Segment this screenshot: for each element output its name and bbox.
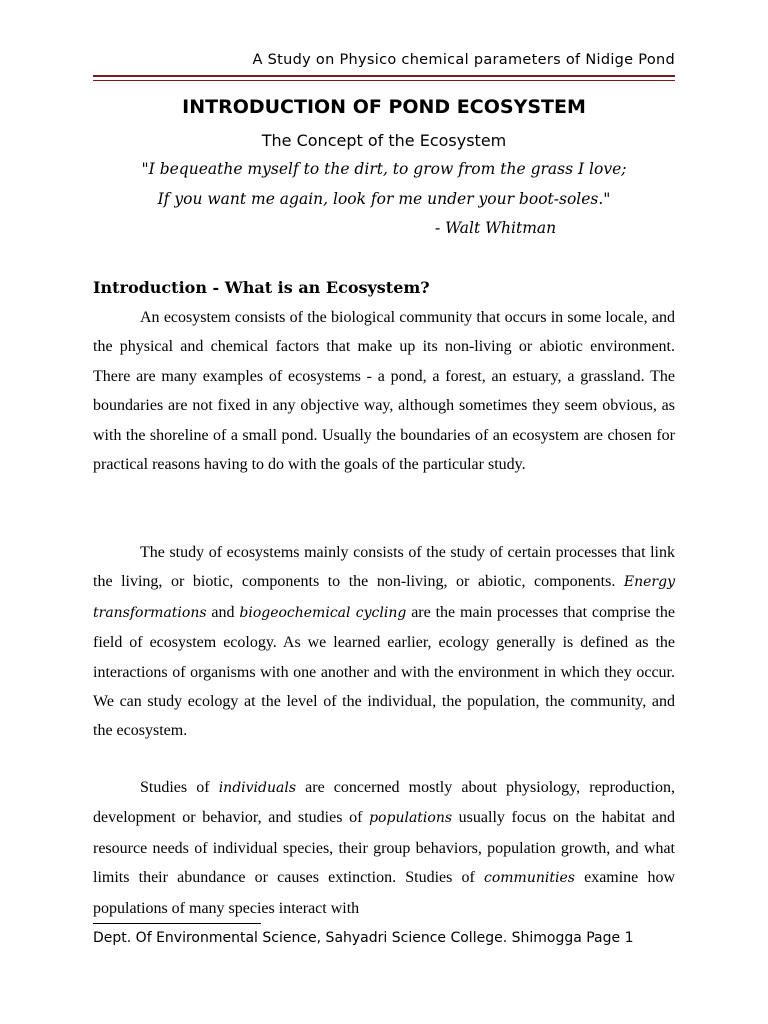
paragraph-3-text: examine how populations of many species interact with: [93, 869, 675, 917]
paragraph-3: [93, 773, 675, 923]
emphasis-individuals: individuals: [218, 780, 297, 796]
paragraph-3-text: usually focus on the habitat and resource needs of individual species, their group behaviors, population growth, and what limits their abundance or causes extinction. Studies of: [93, 809, 676, 887]
page-footer: Dept. Of Environmental Science, Sahyadri Science College. Shimogga Page 1: [93, 930, 634, 946]
paragraph-1: An ecosystem consists of the biological community that occurs in some locale, and the physical and chemical factors that make up its non-living or abiotic environment. There are many examples of ecosystems - a pond, a forest, an estuary, a grassland. The boundaries are not fixed in any objective way, although sometimes they seem obvious, as with the shoreline of a small pond. Usually the boundaries of an ecosystem are chosen for practical reasons having to do with the goals of the particular study.: [93, 309, 675, 474]
emphasis-biogeochemical-cycling: biogeochemical cycling: [239, 604, 407, 621]
emphasis-communities: communities: [484, 870, 575, 887]
paragraph-2: [93, 538, 675, 746]
page-subtitle: The Concept of the Ecosystem: [261, 131, 507, 150]
paragraph-3-text: Studies of: [140, 779, 219, 796]
running-header: A Study on Physico chemical parameters of Nidige Pond: [252, 52, 675, 68]
footer-rule: [93, 923, 261, 924]
paragraph-3-text: are concerned mostly about physiology, reproduction, development or behavior, and studies of: [93, 779, 675, 827]
header-rule-thin: [93, 80, 675, 81]
page-title: INTRODUCTION OF POND ECOSYSTEM: [182, 96, 586, 118]
emphasis-populations: populations: [369, 810, 453, 827]
section-heading: Introduction - What is an Ecosystem?: [93, 278, 430, 297]
quote-line-1: "I bequeathe myself to the dirt, to grow from the grass I love;: [141, 160, 627, 178]
header-rule-thick: [93, 75, 675, 77]
emphasis-energy-transformations: Energy transformations: [93, 574, 675, 621]
quote-line-2: If you want me again, look for me under your boot-soles.": [157, 190, 611, 208]
paragraph-2-text: and: [206, 603, 240, 621]
quote-author: - Walt Whitman: [435, 219, 557, 237]
paragraph-2-text: The study of ecosystems mainly consists of the study of certain processes that link the living, or biotic, components to the non-living, or abiotic, components.: [93, 544, 675, 591]
paragraph-2-text: are the main processes that comprise the field of ecosystem ecology. As we learned earlier, ecology generally is defined as the interactions of organisms with one another and with the environment in which they occur. We can study ecology at the level of the individual, the population, the community, and the ecosystem.: [93, 603, 675, 740]
